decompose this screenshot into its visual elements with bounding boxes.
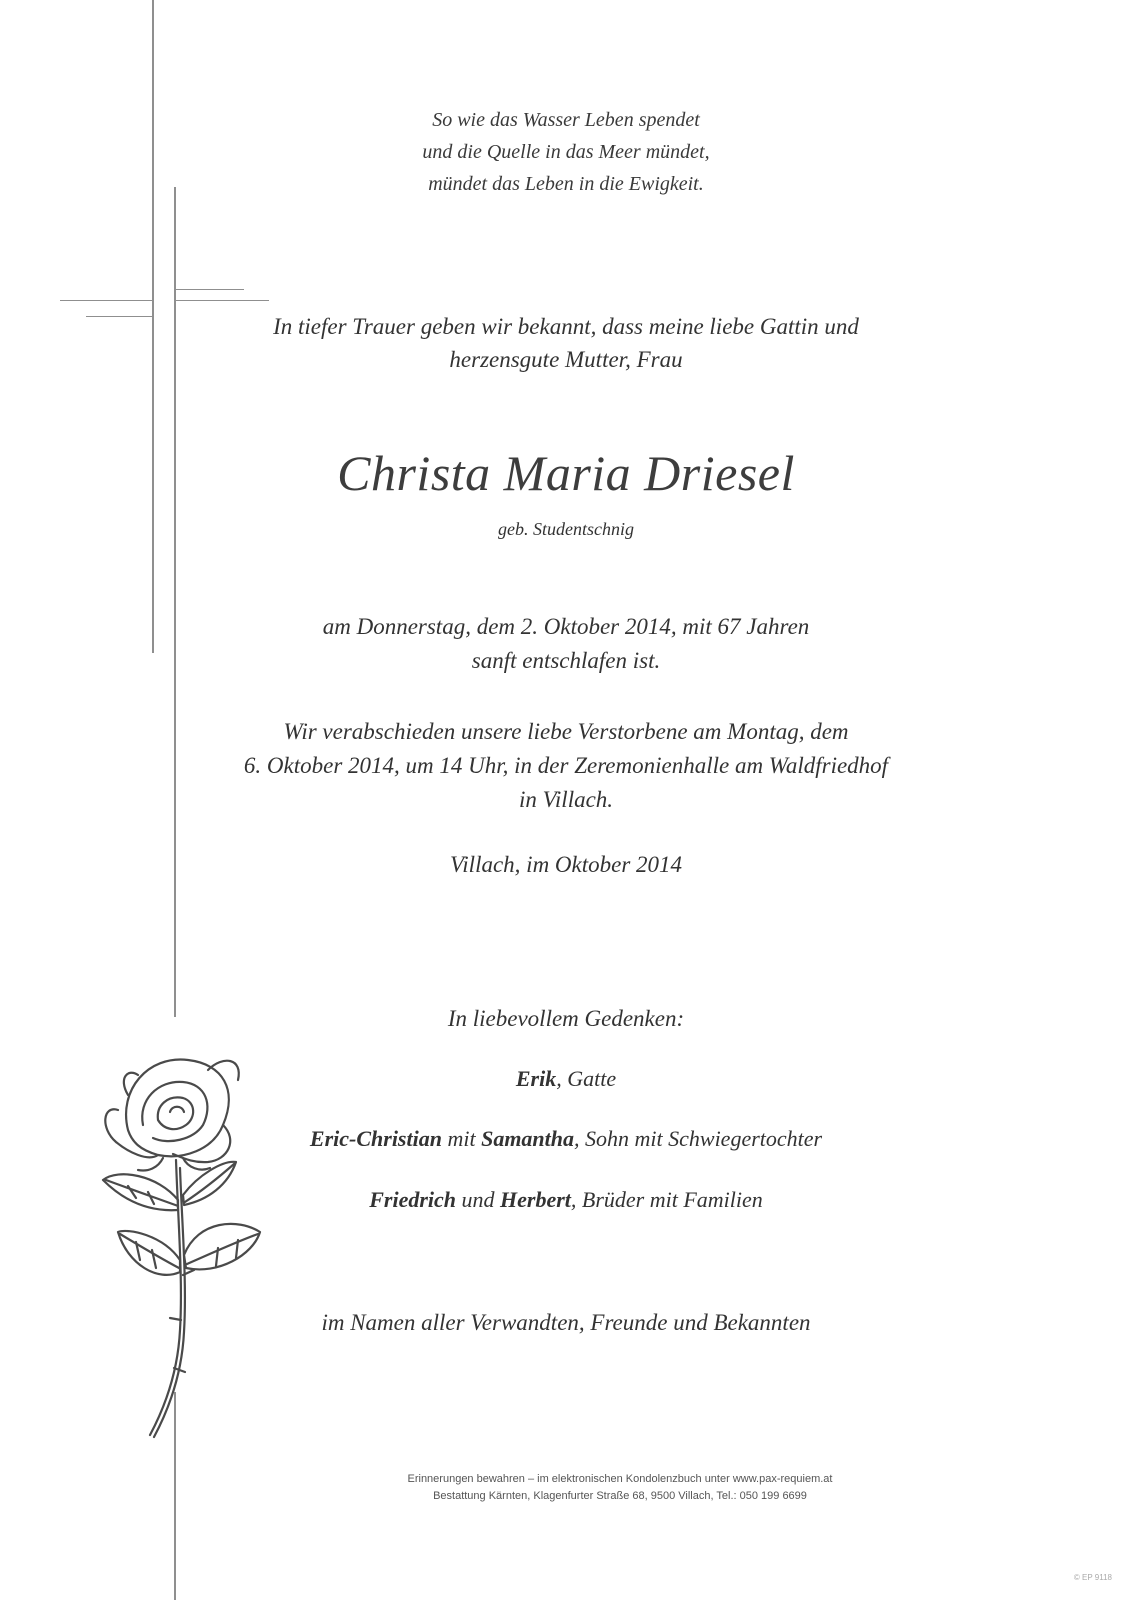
mourner-connector: mit bbox=[441, 1126, 482, 1151]
deceased-name: Christa Maria Driesel bbox=[337, 445, 795, 501]
footer-address-line: Bestattung Kärnten, Klagenfurter Straße 68, 9500 Villach, Tel.: 050 199 6699 bbox=[433, 1490, 807, 1502]
verse-line: und die Quelle in das Meer mündet, bbox=[422, 141, 710, 163]
memory-heading: In liebevollem Gedenken: bbox=[447, 1006, 685, 1031]
mourner-name: Erik bbox=[515, 1066, 557, 1091]
intro-line: In tiefer Trauer geben wir bekannt, dass meine liebe Gattin und bbox=[273, 314, 859, 339]
farewell-line: in Villach. bbox=[518, 787, 614, 812]
cross-horizontal-top-right bbox=[174, 300, 269, 301]
farewell-line: 6. Oktober 2014, um 14 Uhr, in der Zeremonienhalle am Waldfriedhof bbox=[243, 753, 889, 778]
rose-icon bbox=[88, 1050, 278, 1440]
mourner-line bbox=[0, 1185, 1132, 1215]
document-code: © EP 9118 bbox=[1073, 1573, 1112, 1582]
footer-condolence-line: Erinnerungen bewahren – im elektronischen Kondolenzbuch unter www.pax-requiem.at bbox=[407, 1473, 833, 1485]
death-line: am Donnerstag, dem 2. Oktober 2014, mit 67 Jahren bbox=[322, 614, 810, 639]
mourner-relation: , Brüder mit Familien bbox=[570, 1187, 763, 1212]
mourner-name: Friedrich bbox=[369, 1187, 457, 1212]
mourner-name: Herbert bbox=[500, 1187, 571, 1212]
mourner-line bbox=[0, 1064, 1132, 1094]
farewell-line: Wir verabschieden unsere liebe Verstorbene am Montag, dem bbox=[283, 719, 849, 744]
intro-line: herzensgute Mutter, Frau bbox=[449, 347, 683, 372]
mourner-relation: , Gatte bbox=[556, 1066, 617, 1091]
closing-line: im Namen aller Verwandten, Freunde und Bekannten bbox=[321, 1310, 811, 1335]
announcement-intro bbox=[0, 310, 1132, 376]
mourner-name: Samantha bbox=[481, 1126, 575, 1151]
verse-line: So wie das Wasser Leben spendet bbox=[432, 109, 700, 131]
cross-horizontal-top bbox=[60, 300, 154, 301]
death-line: sanft entschlafen ist. bbox=[471, 648, 661, 673]
mourner-connector: und bbox=[456, 1187, 501, 1212]
mourner-name: Eric-Christian bbox=[309, 1126, 442, 1151]
cross-horizontal-bottom-right bbox=[174, 289, 244, 290]
mourner-relation: , Sohn mit Schwiegertochter bbox=[574, 1126, 823, 1151]
opening-verse bbox=[0, 104, 1132, 200]
mourner-line bbox=[0, 1124, 1132, 1154]
death-notice bbox=[0, 610, 1132, 678]
verse-line: mündet das Leben in die Ewigkeit. bbox=[428, 173, 704, 195]
funeral-details bbox=[0, 715, 1132, 817]
maiden-name: geb. Studentschnig bbox=[498, 519, 634, 539]
place-date: Villach, im Oktober 2014 bbox=[449, 852, 683, 877]
